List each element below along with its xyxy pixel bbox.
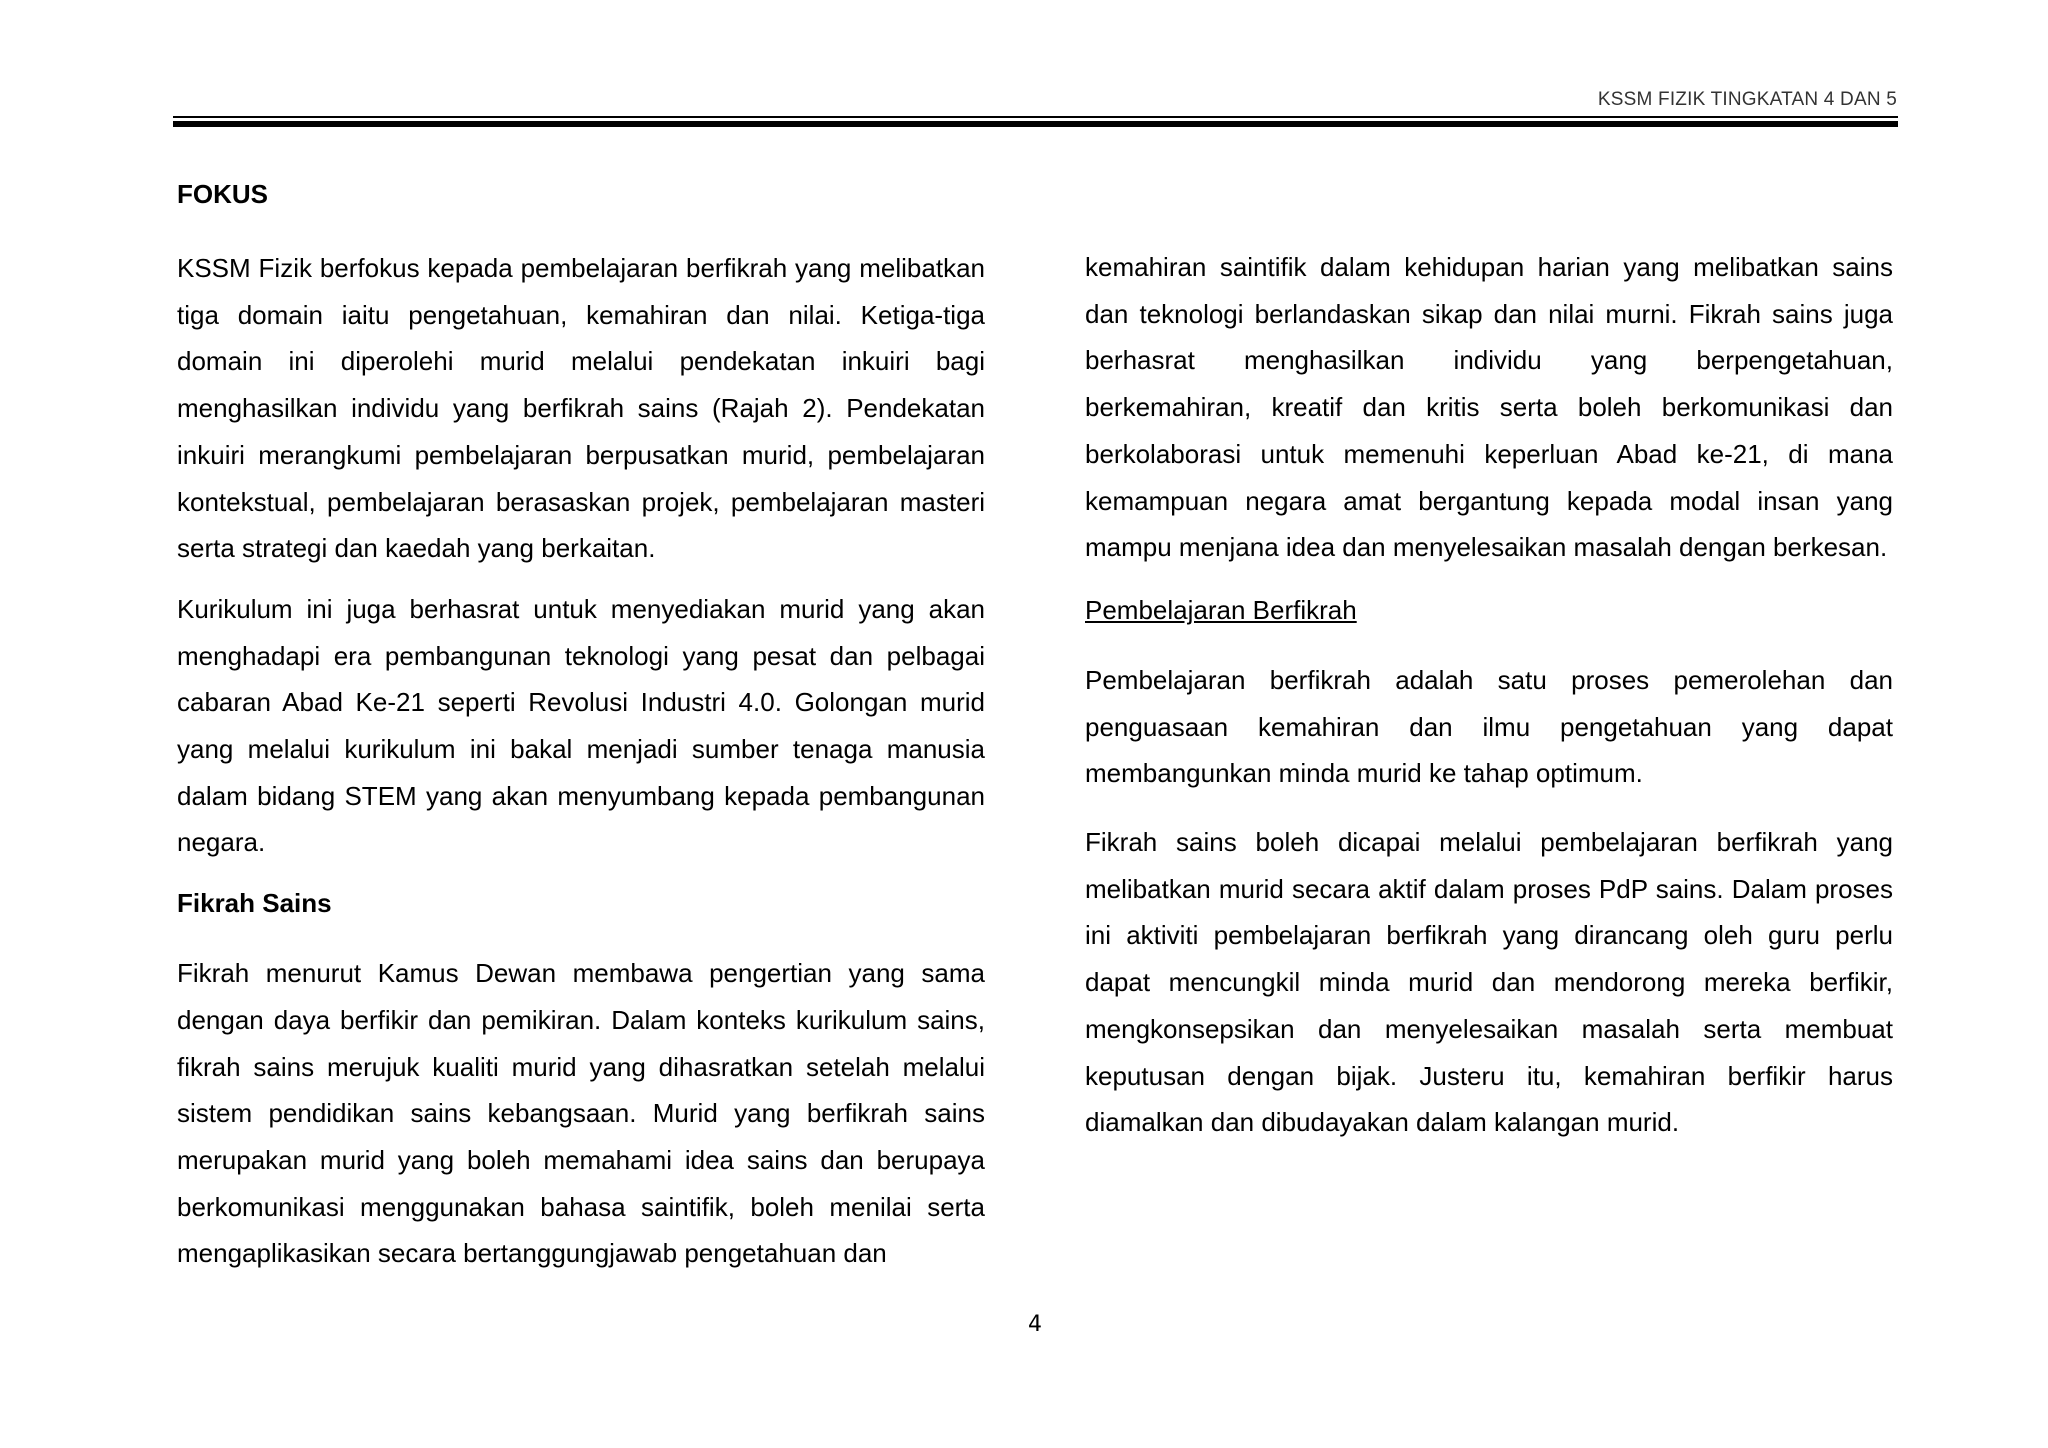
page-number: 4 — [1028, 1312, 1042, 1337]
paragraph-pembelajaran-2: Fikrah sains boleh dicapai melalui pembelajaran berfikrah yang melibatkan murid secara aktif dalam proses PdP sains. Dalam proses ini aktiviti pembelajaran berfikrah yang dirancang oleh guru perlu dapat mencungkil minda murid dan mendorong mereka berfikir, mengkonsepsikan dan menyelesaikan masalah serta membuat keputusan dengan bijak. Justeru itu, kemahiran berfikir harus diamalkan dan dibudayakan dalam kalangan murid. — [1085, 827, 1893, 1138]
left-column — [177, 171, 985, 1291]
running-header: KSSM FIZIK TINGKATAN 4 DAN 5 — [1597, 89, 1897, 110]
section-title-fokus: FOKUS — [177, 179, 268, 209]
paragraph-fikrah-continued: kemahiran saintifik dalam kehidupan harian yang melibatkan sains dan teknologi berlandaskan sikap dan nilai murni. Fikrah sains juga berhasrat menghasilkan individu yang berpengetahuan, berkemahiran, kreatif dan kritis serta boleh berkomunikasi dan berkolaborasi untuk memenuhi keperluan Abad ke-21, di mana kemampuan negara amat bergantung kepada modal insan yang mampu menjana idea dan menyelesaikan masalah dengan berkesan. — [1085, 252, 1893, 563]
header-rule — [173, 116, 1898, 127]
subheading-pembelajaran-berfikrah: Pembelajaran Berfikrah — [1085, 594, 1357, 625]
paragraph-fikrah-1: Fikrah menurut Kamus Dewan membawa pengertian yang sama dengan daya berfikir dan pemikiran. Dalam konteks kurikulum sains, fikrah sains merujuk kualiti murid yang dihasratkan setelah melalui sistem pendidikan sains kebangsaan. Murid yang berfikrah sains merupakan murid yang boleh memahami idea sains dan berupaya berkomunikasi menggunakan bahasa saintifik, boleh menilai serta mengaplikasikan secara bertanggungjawab pengetahuan dan — [177, 958, 985, 1269]
right-column — [1085, 244, 1893, 1160]
paragraph-fokus-1: KSSM Fizik berfokus kepada pembelajaran berfikrah yang melibatkan tiga domain iaitu pengetahuan, kemahiran dan nilai. Ketiga-tiga domain ini diperolehi murid melalui pendekatan inkuiri bagi menghasilkan individu yang berfikrah sains (Rajah 2). Pendekatan inkuiri merangkumi pembelajaran berpusatkan murid, pembelajaran kontekstual, pembelajaran berasaskan projek, pembelajaran masteri serta strategi dan kaedah yang berkaitan. — [177, 253, 985, 564]
paragraph-fokus-2: Kurikulum ini juga berhasrat untuk menyediakan murid yang akan menghadapi era pembangunan teknologi yang pesat dan pelbagai cabaran Abad Ke-21 seperti Revolusi Industri 4.0. Golongan murid yang melalui kurikulum ini bakal menjadi sumber tenaga manusia dalam bidang STEM yang akan menyumbang kepada pembangunan negara. — [177, 593, 985, 858]
section-title-fikrah-sains: Fikrah Sains — [177, 888, 332, 919]
paragraph-pembelajaran-1: Pembelajaran berfikrah adalah satu proses pemerolehan dan penguasaan kemahiran dan ilmu pengetahuan yang dapat membangunkan minda murid ke tahap optimum. — [1085, 664, 1893, 789]
